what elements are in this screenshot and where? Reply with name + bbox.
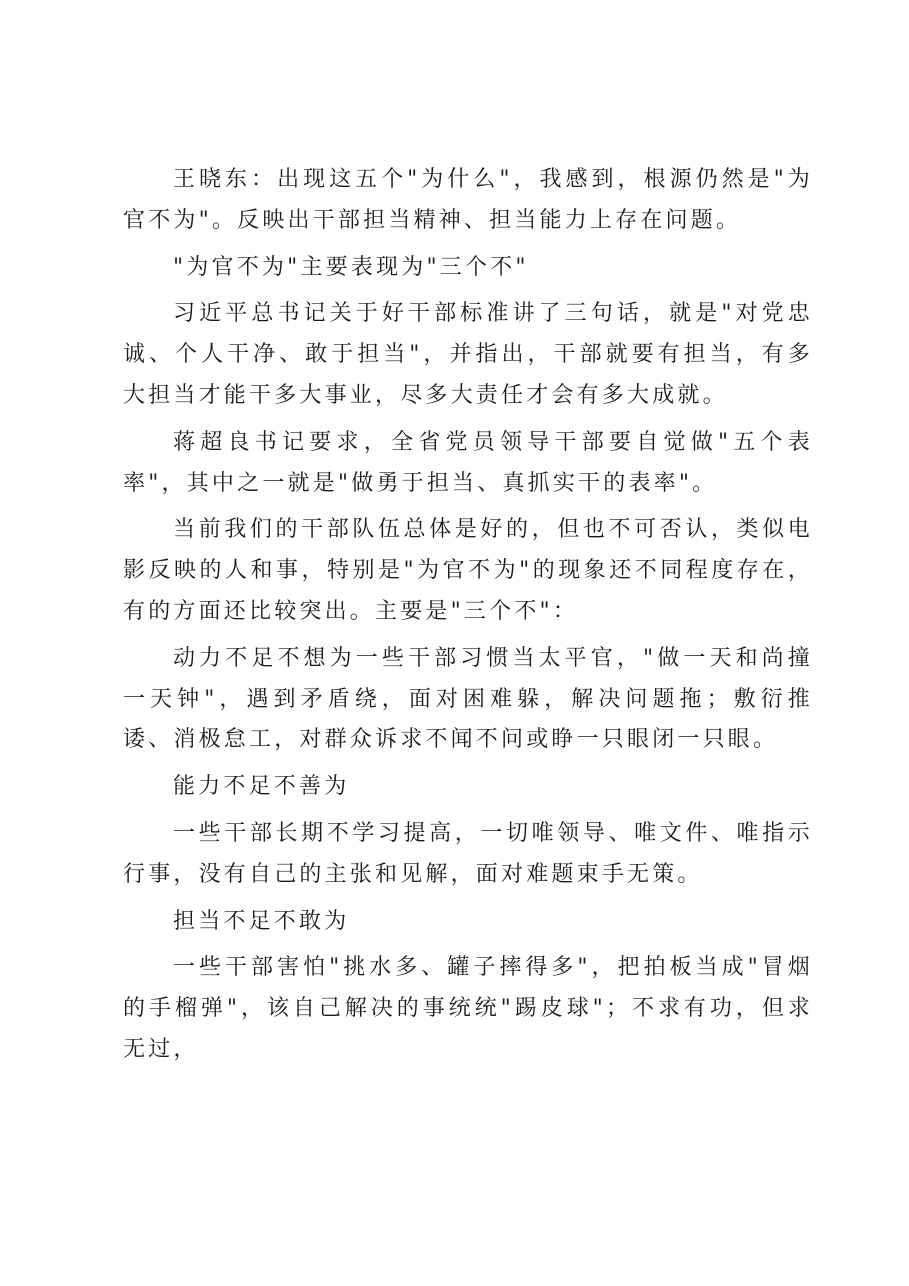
paragraph-causes: 王晓东：出现这五个"为什么"，我感到，根源仍然是"为官不为"。反映出干部担当精神、担当能力上存在问题。 [123, 167, 813, 233]
paragraph-lack-of-motivation: 动力不足不想为一些干部习惯当太平官，"做一天和尚撞一天钟"，遇到矛盾绕，面对困难躲，解决问题拖；敷衍推诿、消极怠工，对群众诉求不闻不问或睁一只眼闭一只眼。 [123, 645, 813, 753]
paragraph-good-cadre-standard: 习近平总书记关于好干部标准讲了三句话，就是"对党忠诚、个人干净、敢于担当"，并指出，干部就要有担当，有多大担当才能干多大事业，尽多大责任才会有多大成就。 [123, 301, 813, 408]
paragraph-lack-of-responsibility: 一些干部害怕"挑水多、罐子摔得多"，把拍板当成"冒烟的手榴弹"，该自己解决的事统统"踢皮球"；不求有功，但求无过， [123, 955, 813, 1062]
section-heading-three-nots: "为官不为"主要表现为"三个不" [173, 254, 529, 280]
section-heading-lack-of-ability: 能力不足不善为 [173, 774, 350, 800]
paragraph-five-examples: 蒋超良书记要求，全省党员领导干部要自觉做"五个表率"，其中之一就是"做勇于担当、真抓实干的表率"。 [123, 429, 813, 496]
paragraph-current-situation: 当前我们的干部队伍总体是好的，但也不可否认，类似电影反映的人和事，特别是"为官不为"的现象还不同程度存在，有的方面还比较突出。主要是"三个不"： [123, 517, 813, 624]
paragraph-lack-of-ability: 一些干部长期不学习提高，一切唯领导、唯文件、唯指示行事，没有自己的主张和见解，面对难题束手无策。 [123, 820, 813, 887]
section-heading-lack-of-responsibility: 担当不足不敢为 [173, 908, 350, 934]
document-body [123, 160, 813, 1077]
